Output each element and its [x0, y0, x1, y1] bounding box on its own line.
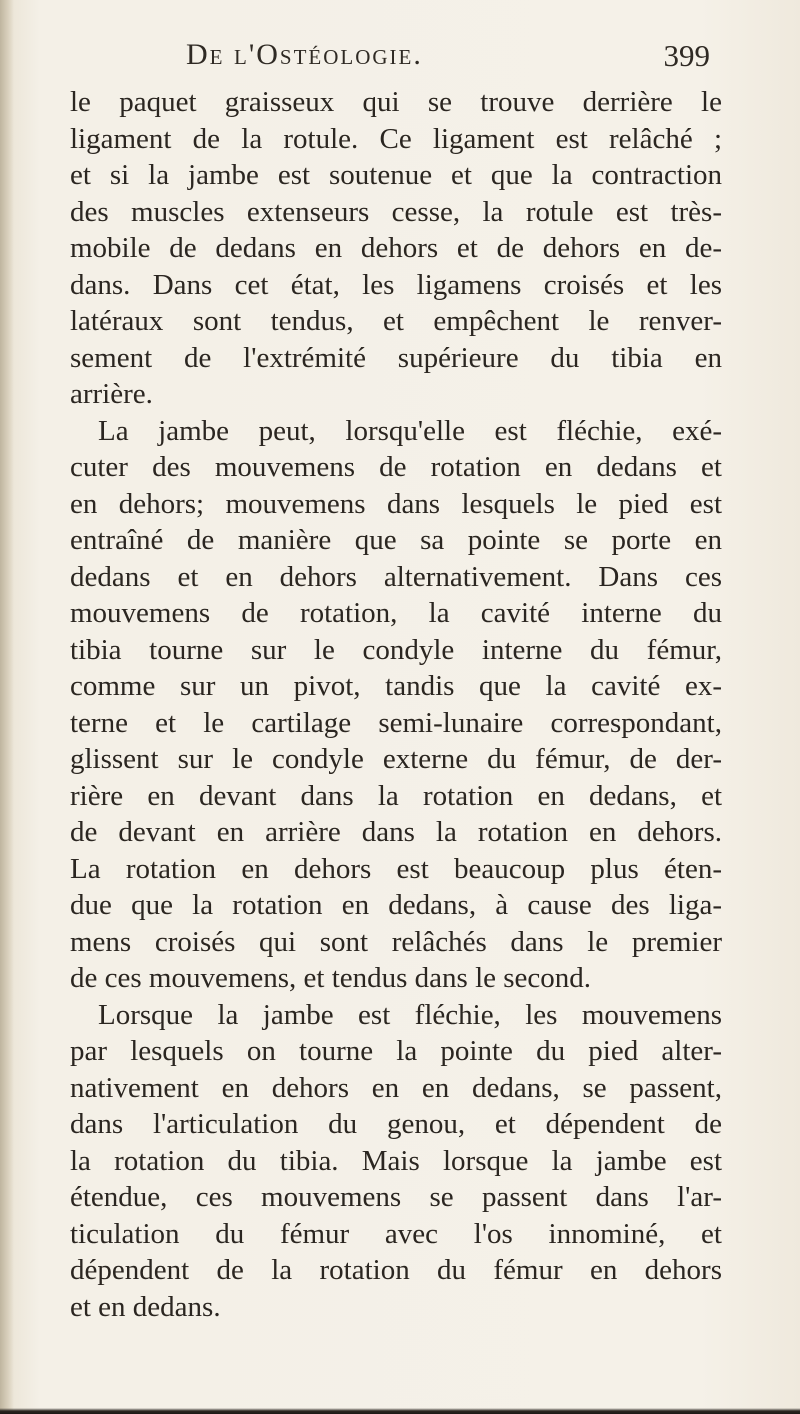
- text-line: mobile de dedans en dehors et de dehors en de-: [70, 232, 722, 264]
- page-bottom-edge: [0, 1408, 800, 1414]
- text-line: en dehors; mouvemens dans lesquels le pied est: [70, 487, 722, 520]
- text-line: nativement en dehors en en dedans, se passent,: [70, 1071, 722, 1104]
- text-line: dedans et en dehors alternativement. Dans ces: [70, 560, 722, 593]
- text-line: comme sur un pivot, tandis que la cavité ex-: [70, 670, 722, 702]
- text-line: de ces mouvemens, et tendus dans le second.: [70, 962, 592, 994]
- text-line: dans l'articulation du genou, et dépendent de: [70, 1108, 722, 1140]
- text-line: dépendent de la rotation du fémur en dehors: [70, 1254, 722, 1286]
- text-line: ligament de la rotule. Ce ligament est relâché ;: [70, 122, 722, 155]
- page-number: 399: [663, 38, 710, 73]
- binding-shadow: [0, 0, 14, 1414]
- text-line: cuter des mouvemens de rotation en dedans et: [70, 451, 722, 483]
- text-line: et si la jambe est soutenue et que la contraction: [70, 159, 722, 191]
- text-line: la rotation du tibia. Mais lorsque la jambe est: [70, 1144, 722, 1177]
- paragraph-start-line: Lorsque la jambe est fléchie, les mouvemens: [98, 998, 722, 1031]
- text-line: rière en devant dans la rotation en dedans, et: [70, 779, 722, 812]
- text-line: La rotation en dehors est beaucoup plus éten-: [70, 852, 722, 885]
- text-line: ticulation du fémur avec l'os innominé, et: [70, 1217, 722, 1250]
- text-line: mouvemens de rotation, la cavité interne du: [70, 597, 722, 629]
- text-line: glissent sur le condyle externe du fémur, de der-: [70, 743, 722, 775]
- text-line: de devant en arrière dans la rotation en dehors.: [70, 816, 722, 848]
- text-line: par lesquels on tourne la pointe du pied alter-: [70, 1035, 722, 1067]
- text-line: et en dedans.: [70, 1290, 221, 1323]
- text-line: des muscles extenseurs cesse, la rotule est très-: [70, 195, 722, 228]
- text-line: mens croisés qui sont relâchés dans le premier: [70, 925, 722, 958]
- text-line: entraîné de manière que sa pointe se porte en: [70, 524, 722, 556]
- paragraph-start-line: La jambe peut, lorsqu'elle est fléchie, exé-: [98, 414, 722, 447]
- text-line: latéraux sont tendus, et empêchent le renver-: [70, 305, 722, 337]
- text-line: le paquet graisseux qui se trouve derrière le: [70, 86, 722, 118]
- text-line: terne et le cartilage semi-lunaire correspondant,: [70, 706, 722, 739]
- text-line: tibia tourne sur le condyle interne du fémur,: [70, 633, 722, 666]
- text-line: étendue, ces mouvemens se passent dans l'ar-: [70, 1181, 722, 1213]
- running-title: De l'Ostéologie.: [186, 38, 423, 71]
- text-line: dans. Dans cet état, les ligamens croisés et les: [70, 268, 722, 301]
- text-line: sement de l'extrémité supérieure du tibia en: [70, 341, 722, 374]
- body-text: [70, 84, 722, 1325]
- running-head: [150, 28, 710, 78]
- text-line: arrière.: [70, 378, 153, 410]
- text-line: due que la rotation en dedans, à cause des liga-: [70, 889, 722, 921]
